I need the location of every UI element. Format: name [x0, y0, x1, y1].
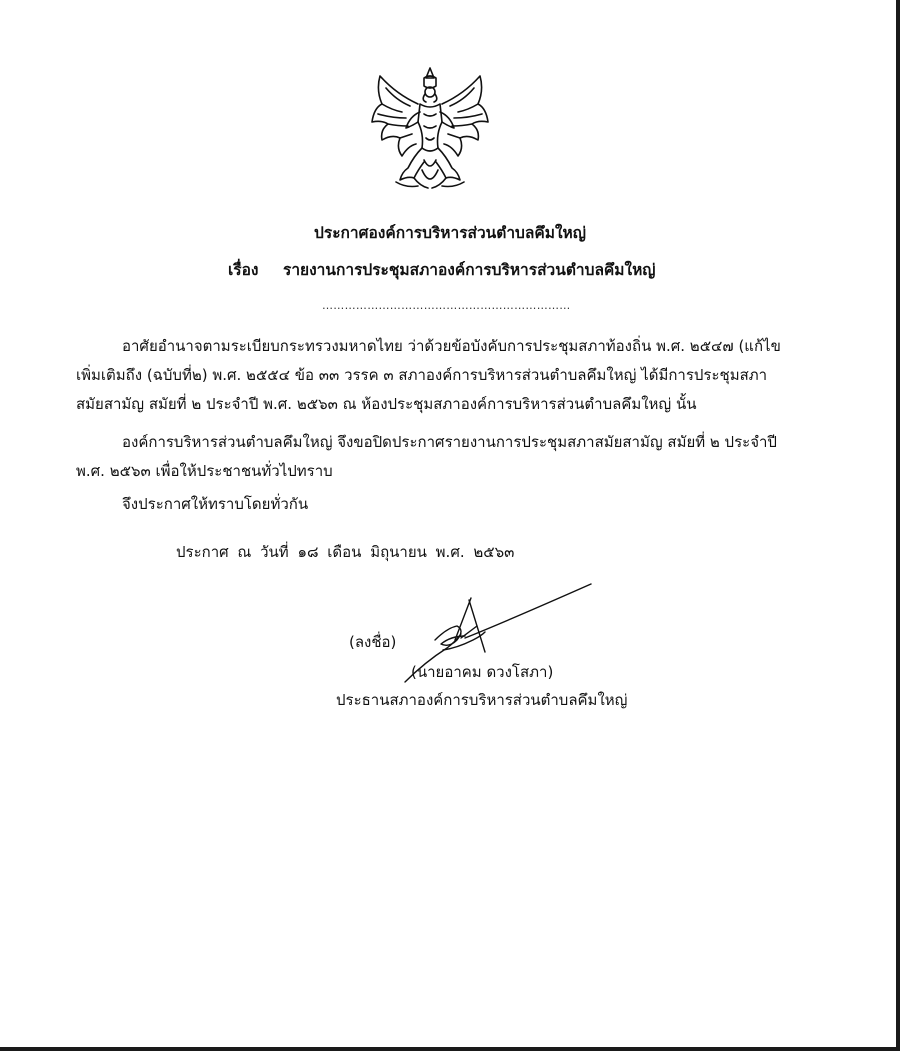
separator-line: …………………………………………………………	[322, 299, 571, 312]
paragraph-1-line-2: เพิ่มเติมถึง (ฉบับที่๒) พ.ศ. ๒๕๕๔ ข้อ ๓๓ วรรค ๓ สภาองค์การบริหารส่วนตำบลคึมใหญ่ ได้มีการประชุมสภา	[76, 366, 768, 384]
scan-edge-bottom	[0, 1047, 900, 1051]
paragraph-3: จึงประกาศให้ทราบโดยทั่วกัน	[122, 495, 309, 513]
announcement-date: ประกาศ ณ วันที่ ๑๘ เดือน มิถุนายน พ.ศ. ๒๕๖๓	[176, 543, 515, 561]
garuda-emblem-icon	[366, 64, 494, 194]
paragraph-2-line-2: พ.ศ. ๒๕๖๓ เพื่อให้ประชาชนทั่วไปทราบ	[76, 462, 333, 480]
paragraph-1-line-1: อาศัยอำนาจตามระเบียบกระทรวงมหาดไทย ว่าด้วยข้อบังคับการประชุมสภาท้องถิ่น พ.ศ. ๒๕๔๗ (แก้ไข	[122, 337, 781, 355]
signer-name: (นายอาคม ดวงโสภา)	[411, 663, 554, 681]
document-title: ประกาศองค์การบริหารส่วนตำบลคึมใหญ่	[314, 224, 586, 242]
signer-position: ประธานสภาองค์การบริหารส่วนตำบลคึมใหญ่	[336, 691, 628, 709]
paragraph-2-line-1: องค์การบริหารส่วนตำบลคึมใหญ่ จึงขอปิดประกาศรายงานการประชุมสภาสมัยสามัญ สมัยที่ ๒ ประจำปี	[122, 433, 777, 451]
paragraph-1-line-3: สมัยสามัญ สมัยที่ ๒ ประจำปี พ.ศ. ๒๕๖๓ ณ ห้องประชุมสภาองค์การบริหารส่วนตำบลคึมใหญ่ นั้น	[76, 395, 697, 413]
scan-edge-right	[896, 0, 900, 1051]
subject-label: เรื่อง	[228, 261, 259, 279]
signature-label: (ลงชื่อ)	[349, 633, 397, 651]
subject-text: รายงานการประชุมสภาองค์การบริหารส่วนตำบลคึมใหญ่	[283, 261, 656, 279]
